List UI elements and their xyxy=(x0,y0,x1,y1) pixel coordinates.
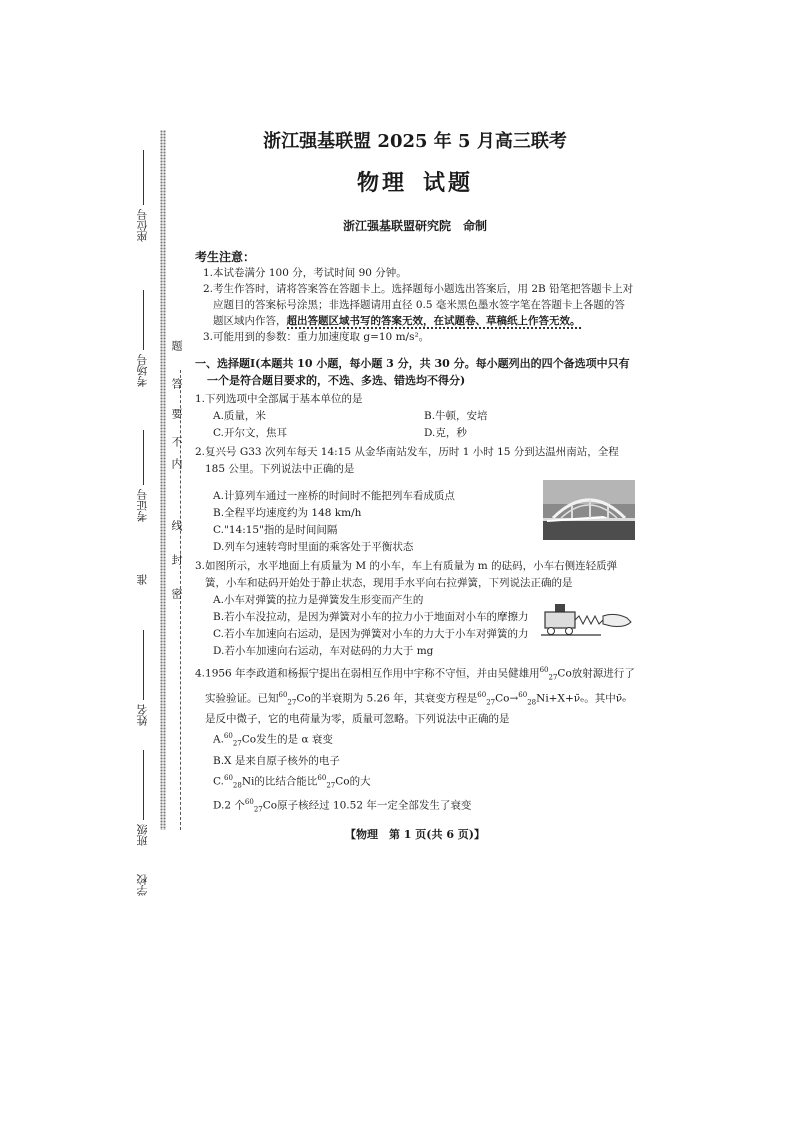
ni-mass-number: 60 xyxy=(224,773,233,782)
seat-number-field xyxy=(128,150,158,242)
question-2-body xyxy=(195,488,635,556)
seal-char: 密 xyxy=(170,588,183,599)
option-b: B.全程平均速度约为 148 km/h xyxy=(213,507,362,519)
co-mass-number: 60 xyxy=(539,666,549,674)
option-a xyxy=(195,728,635,753)
question-3-stem: 3.如图所示，水平地面上有质量为 M 的小车，车上有质量为 m 的砝码，小车右侧连轻质弹簧，小车和砝码开始处于静止状态，现用手水平向右拉弹簧，下列说法正确的是 xyxy=(195,560,618,589)
co-symbol: Co xyxy=(262,799,278,812)
co-mass-number: 60 xyxy=(223,732,233,741)
option-a: A.小车对弹簧的拉力是弹簧发生形变而产生的 xyxy=(213,594,424,606)
question-2 xyxy=(195,444,635,556)
option-d: D.若小车加速向右运动，车对砝码的力大于 mg xyxy=(213,645,434,657)
exam-title: 浙江强基联盟 2025 年 5 月高三联考 xyxy=(263,131,567,152)
co-symbol: Co xyxy=(335,775,350,788)
option-b: B.X 是来自原子核外的电子 xyxy=(213,754,340,767)
co-mass-number: 60 xyxy=(317,773,327,782)
option-d-text: 原子核经过 10.52 年一定全部发生了衰变 xyxy=(277,799,472,812)
notice-item-3: 3.可能用到的参数：重力加速度取 g=10 m/s²。 xyxy=(203,331,430,343)
seal-char: 内 xyxy=(170,458,183,469)
ni-symbol: Ni xyxy=(536,692,549,705)
ni-atomic-number: 28 xyxy=(527,698,537,707)
option-d xyxy=(195,794,635,819)
antineutrino-symbol: ν̄ₑ xyxy=(615,692,627,705)
seal-char: 封 xyxy=(170,554,183,565)
option-c xyxy=(195,770,635,795)
exam-room-field xyxy=(128,290,158,387)
class-field xyxy=(128,750,158,846)
class-label: 班级 xyxy=(136,824,149,846)
option-a-letter: A. xyxy=(213,733,224,746)
option-c-letter: C. xyxy=(213,775,224,788)
producer-org: 浙江强基联盟研究院 xyxy=(342,219,451,233)
school-label: 学校 xyxy=(136,874,149,896)
option-d-prefix: D.2 个 xyxy=(213,799,245,812)
q4-text-6: 是反中微子，它的电荷量为零，质量可忽略。下列说法中正确的是 xyxy=(205,713,510,726)
option-c: C."14:15"指的是时间间隔 xyxy=(213,524,338,536)
exam-id-label: 考证号 xyxy=(136,489,149,522)
co-atomic-number: 27 xyxy=(287,698,297,707)
option-d: D.列车匀速转弯时里面的乘客处于平衡状态 xyxy=(213,541,414,553)
zhun-field xyxy=(128,570,158,585)
co-symbol: Co xyxy=(557,667,572,680)
question-3-body xyxy=(195,592,635,660)
cart-spring-diagram xyxy=(541,600,633,638)
notice-item-1: 1.本试卷满分 100 分，考试时间 90 分钟。 xyxy=(203,267,407,279)
co-mass-number: 60 xyxy=(477,690,487,699)
option-c-text: 的比结合能比 xyxy=(254,775,318,788)
exam-subtitle xyxy=(195,166,635,197)
train-bridge-illustration xyxy=(543,480,635,540)
co-atomic-number: 27 xyxy=(548,673,558,682)
school-field xyxy=(128,870,158,896)
seat-number-label: 座位号 xyxy=(136,209,149,242)
option-b: B.若小车没拉动，是因为弹簧对小车的拉力小于地面对小车的摩擦力 xyxy=(213,611,529,623)
option-c: C.若小车加速向右运动，是因为弹簧对小车的力大于小车对弹簧的力 xyxy=(213,628,529,640)
option-a-text: 发生的是 α 衰变 xyxy=(256,733,333,746)
q4-text-2: 放射源进行了实验验证。已知 xyxy=(205,667,635,705)
producer-role: 命制 xyxy=(463,219,488,233)
ni-symbol: Ni xyxy=(241,775,255,788)
q4-text-1: 4.1956 年李政道和杨振宁提出在弱相互作用中宇称不守恒，并由吴健雄用 xyxy=(195,667,540,680)
seal-char: 答 xyxy=(170,378,183,389)
co-symbol: Co xyxy=(296,692,311,705)
option-a: A.计算列车通过一座桥的时间时不能把列车看成质点 xyxy=(213,490,455,502)
producer-line xyxy=(195,217,635,234)
question-3 xyxy=(195,558,635,660)
notice-item-2-text: 2.考生作答时，请将答案答在答题卡上。选择题每小题选出答案后，用 2B 铅笔把答题卡上对应题目的答案标号涂黑；非选择题请用直径 0.5 毫米黑色墨水签字笔在答题卡上各题的答题区域内作答， xyxy=(203,283,634,327)
option-c: C.开尔文，焦耳 xyxy=(213,427,287,439)
exam-room-label: 考场号 xyxy=(136,354,149,387)
question-4 xyxy=(195,662,635,819)
exam-id-field xyxy=(128,430,158,522)
name-label: 姓名 xyxy=(136,704,149,726)
binding-info-strip xyxy=(128,130,158,896)
paper-label: 试题 xyxy=(423,170,474,196)
exam-content xyxy=(195,130,635,819)
section-1-heading: 一、选择题Ⅰ(本题共 10 小题，每小题 3 分，共 30 分。每小题列出的四个备选项中只有一个是符合题目要求的，不选、多选、错选均不得分) xyxy=(195,357,630,387)
option-d: D.克，秒 xyxy=(424,427,467,439)
co-mass-number: 60 xyxy=(278,690,288,699)
ni-atomic-number: 28 xyxy=(232,781,242,790)
question-4-stem xyxy=(195,662,635,728)
q4-text-4: +X+ xyxy=(548,692,574,705)
question-1-options xyxy=(195,408,635,442)
co-symbol: Co xyxy=(241,733,257,746)
name-field xyxy=(128,630,158,726)
co-atomic-number: 27 xyxy=(232,739,242,748)
q4-text-5: 。其中 xyxy=(584,692,616,705)
binding-dotted-border xyxy=(160,130,166,830)
co-atomic-number: 27 xyxy=(486,698,496,707)
option-b: B.牛顿，安培 xyxy=(424,410,488,422)
option-c-tail: 的大 xyxy=(349,775,371,788)
seal-char: 题 xyxy=(170,340,183,351)
seal-char: 不 xyxy=(170,436,183,447)
train-bridge-photo xyxy=(543,480,635,540)
notice-item-2-emphasis: 超出答题区域书写的答案无效，在试题卷、草稿纸上作答无效。 xyxy=(286,315,581,327)
subject-name: 物理 xyxy=(356,170,407,196)
seal-char: 线 xyxy=(170,520,183,531)
page-footer: 【物理 第 1 页(共 6 页)】 xyxy=(344,828,486,841)
co-atomic-number: 27 xyxy=(253,805,263,814)
co-symbol: Co xyxy=(495,692,510,705)
question-1 xyxy=(195,391,635,442)
question-2-stem: 2.复兴号 G33 次列车每天 14:15 从金华南站发车，历时 1 小时 15 分到达温州南站，全程 185 公里。下列说法中正确的是 xyxy=(195,446,619,475)
q4-text-3: 的半衰期为 5.26 年，其衰变方程是 xyxy=(310,692,478,705)
decay-arrow: → xyxy=(509,692,519,705)
co-atomic-number: 27 xyxy=(326,781,336,790)
seal-char: 要 xyxy=(170,408,183,419)
question-1-stem: 1.下列选项中全部属于基本单位的是 xyxy=(195,393,363,405)
notice-item-2 xyxy=(195,281,635,329)
co-mass-number: 60 xyxy=(244,798,254,807)
ni-mass-number: 60 xyxy=(518,690,528,699)
option-a: A.质量，米 xyxy=(213,410,266,422)
antineutrino-symbol: ν̄ₑ xyxy=(573,692,585,705)
zhun-char: 准 xyxy=(136,574,149,585)
notice-heading: 考生注意： xyxy=(195,250,256,264)
